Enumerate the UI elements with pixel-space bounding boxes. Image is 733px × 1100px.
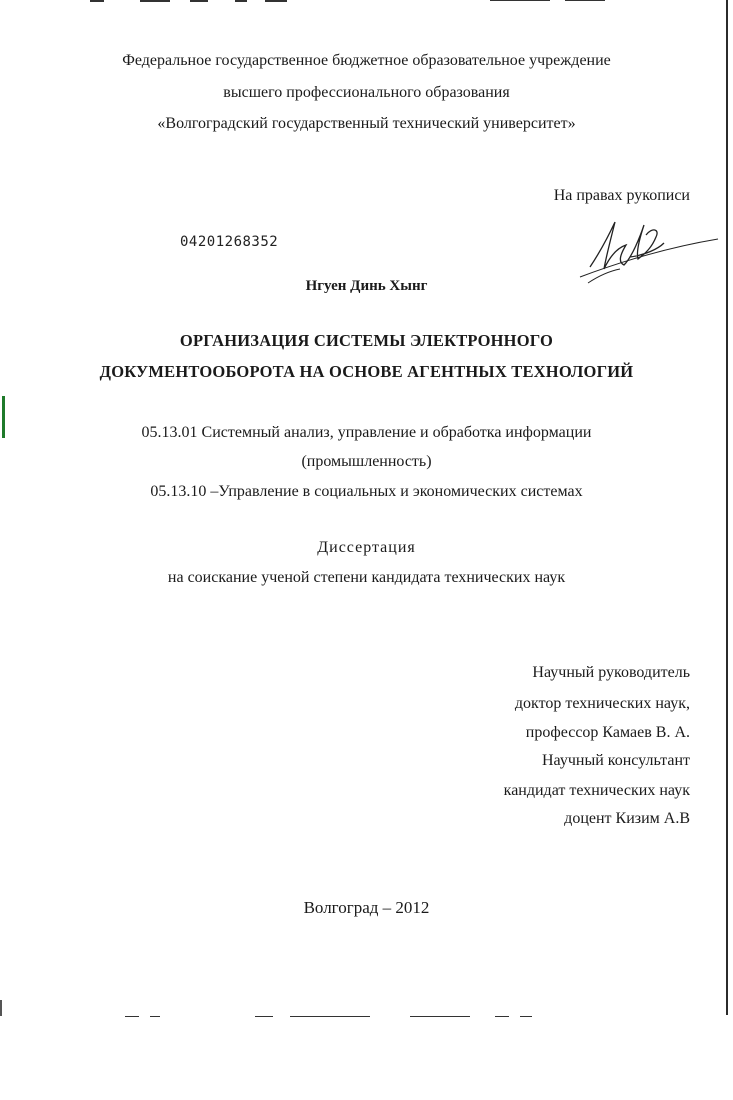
scan-artifact — [190, 0, 208, 2]
institution-line-3: «Волгоградский государственный технический университет» — [157, 115, 576, 132]
stamp-number: 04201268352 — [180, 234, 279, 250]
thesis-title-line-2: ДОКУМЕНТООБОРОТА НА ОСНОВЕ АГЕНТНЫХ ТЕХНОЛОГИЙ — [99, 362, 634, 381]
specialty-line-2: (промышленность) — [301, 453, 432, 470]
advisor-line-1: Научный руководитель — [532, 664, 690, 681]
scan-artifact — [90, 0, 104, 2]
advisor-line-3: профессор Камаев В. А. — [525, 724, 690, 741]
scan-artifact — [290, 1016, 370, 1017]
advisor-line-4: Научный консультант — [542, 752, 690, 769]
scan-artifact — [125, 1016, 139, 1017]
institution-line-1: Федеральное государственное бюджетное образовательное учреждение — [122, 52, 611, 69]
scan-artifact — [520, 1016, 532, 1017]
page-right-edge — [726, 0, 728, 1015]
scan-artifact — [565, 0, 605, 1]
institution-line-2: высшего профессионального образования — [223, 84, 510, 101]
scan-artifact — [150, 1016, 160, 1017]
advisor-line-2: доктор технических наук, — [514, 695, 690, 712]
thesis-purpose: на соискание ученой степени кандидата технических наук — [167, 569, 566, 586]
manuscript-note: На правах рукописи — [553, 187, 690, 204]
scan-artifact — [140, 0, 170, 2]
scan-artifact — [255, 1016, 273, 1017]
scan-artifact — [410, 1016, 470, 1017]
specialty-line-1: 05.13.01 Системный анализ, управление и обработка информации — [141, 424, 592, 441]
scan-artifact — [490, 0, 550, 1]
specialty-line-3: 05.13.10 –Управление в социальных и экономических системах — [150, 483, 583, 500]
author-name: Нгуен Динь Хынг — [305, 278, 428, 294]
thesis-title-line-1: ОРГАНИЗАЦИЯ СИСТЕМЫ ЭЛЕКТРОННОГО — [179, 331, 554, 350]
scan-artifact — [495, 1016, 509, 1017]
scan-artifact — [0, 1000, 2, 1016]
advisor-line-5: кандидат технических наук — [503, 782, 690, 799]
advisor-line-6: доцент Кизим А.В — [564, 810, 690, 827]
city-year: Волгоград – 2012 — [303, 898, 430, 917]
scan-artifact — [235, 0, 247, 2]
author-signature — [560, 207, 720, 287]
thesis-type: Диссертация — [317, 539, 416, 556]
scan-artifact — [265, 0, 287, 2]
